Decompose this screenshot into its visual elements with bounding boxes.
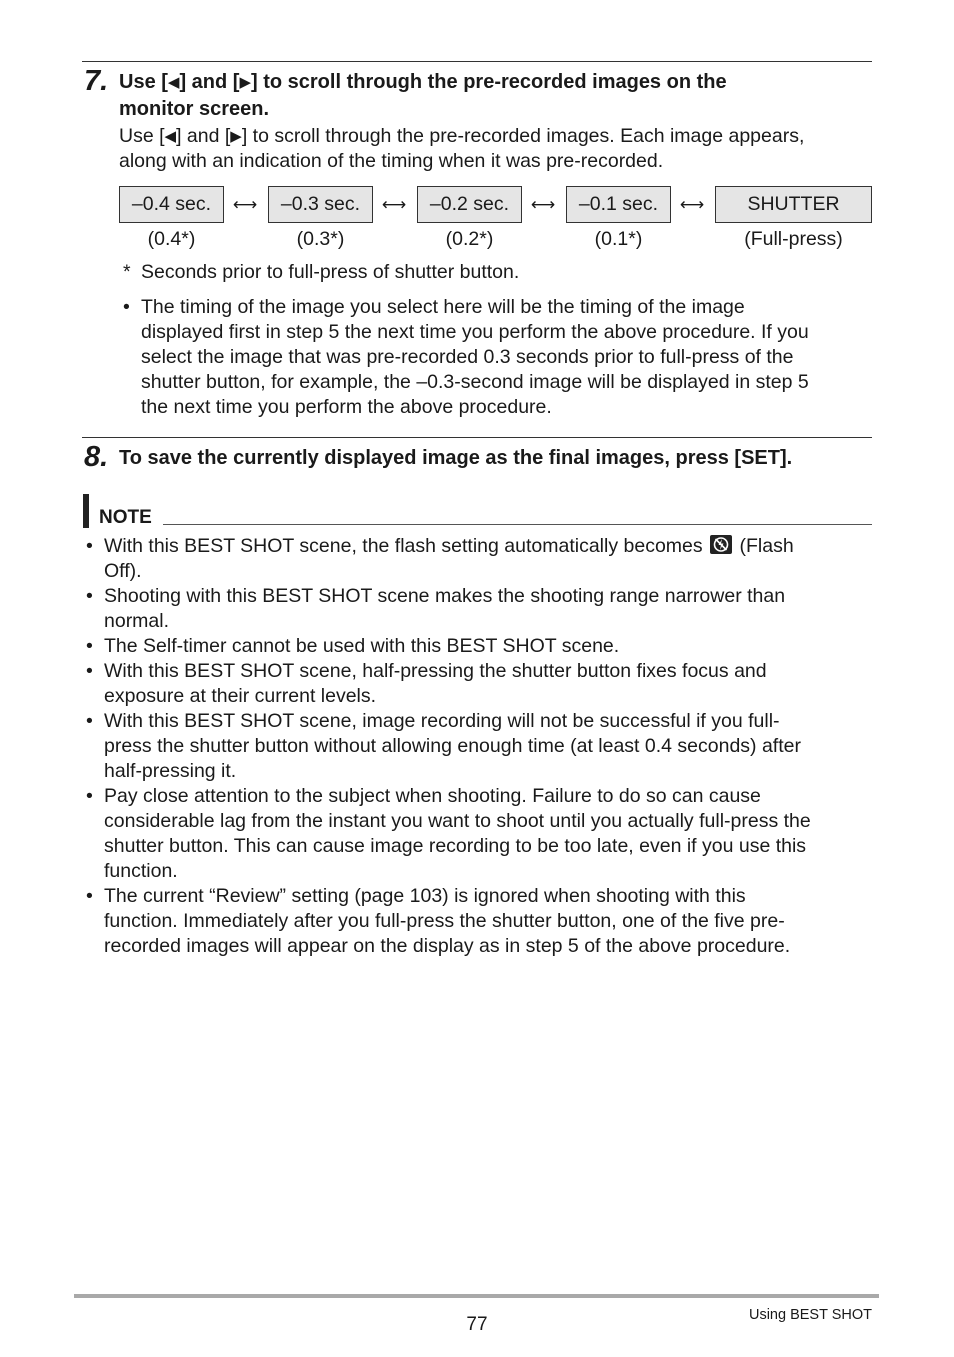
note-bar: [83, 494, 89, 528]
note-list: [86, 534, 876, 959]
double-arrow-icon: ⟷: [232, 195, 258, 214]
timeline-box-minus-0-2: –0.2 sec.: [417, 186, 522, 223]
note-rule: [163, 524, 872, 525]
step7-top-rule: [82, 61, 872, 62]
timeline-box-shutter: SHUTTER: [715, 186, 872, 223]
note-item: • The Self-timer cannot be used with this BEST SHOT scene.: [86, 635, 620, 657]
note-item: • Pay close attention to the subject when shooting. Failure to do so can cause considerable lag from the instant you want to shoot until you actually full-press the shutter button. This can cause image recording to be too late, even if you use this function.: [86, 785, 811, 882]
note-item: • Shooting with this BEST SHOT scene makes the shooting range narrower than normal.: [86, 585, 786, 632]
right-triangle-icon: ▶: [230, 128, 242, 145]
page-number: 77: [466, 1314, 488, 1335]
step7-body-line1: Use [◀] and [▶] to scroll through the pre-recorded images. Each image appears,: [119, 125, 805, 147]
double-arrow-icon: ⟷: [530, 195, 556, 214]
double-arrow-icon: ⟷: [679, 195, 705, 214]
timeline-sub-full-press: (Full-press): [744, 228, 843, 250]
step7-body-line2: along with an indication of the timing when it was pre-recorded.: [119, 150, 664, 172]
timeline-sub-0-2: (0.2*): [445, 228, 494, 250]
step8-title: To save the currently displayed image as the final images, press [SET].: [119, 447, 793, 469]
step7-title: [119, 69, 879, 122]
footnote-mark: *: [123, 261, 131, 283]
timeline-box-minus-0-4: –0.4 sec.: [119, 186, 224, 223]
footnote-text: Seconds prior to full-press of shutter button.: [141, 261, 520, 283]
note-item: • The current “Review” setting (page 103) is ignored when shooting with this function. Immediately after you full-press the shutter button, one of the five pre- recorded images will appear on the display as in step 5 of the above procedure.: [86, 885, 791, 957]
left-triangle-icon: ◀: [164, 128, 177, 145]
step7-bullet-mark: •: [123, 296, 130, 318]
step7-bullet-text: The timing of the image you select here will be the timing of the image displayed first in step 5 the next time you perform the above procedure. If you select the image that was pre-recorded 0.3 seconds prior to full-press of the shutter button, for example, the –0.3-second image will be displayed in step 5 the next time you perform the above procedure.: [141, 296, 809, 418]
timeline-box-minus-0-3: –0.3 sec.: [268, 186, 373, 223]
step8-number: 8.: [84, 441, 109, 473]
step7-title-line1: Use [◀] and [▶] to scroll through the pre-recorded images on the: [119, 71, 727, 93]
note-item: • With this BEST SHOT scene, the flash setting automatically becomes (Flash Off).: [86, 535, 794, 582]
footer-section-title: Using BEST SHOT: [748, 1307, 872, 1323]
step7-title-line2: monitor screen.: [119, 98, 270, 120]
note-label: NOTE: [99, 507, 152, 528]
timeline-sub-0-3: (0.3*): [296, 228, 345, 250]
step7-number: 7.: [84, 65, 109, 97]
double-arrow-icon: ⟷: [381, 195, 407, 214]
step8-top-rule: [82, 437, 872, 438]
left-triangle-icon: ◀: [167, 74, 180, 91]
timeline-sub-0-1: (0.1*): [594, 228, 643, 250]
flash-off-icon: [710, 535, 732, 554]
step7-body: [119, 124, 889, 174]
footer-rule: [74, 1294, 879, 1298]
timeline-sub-0-4: (0.4*): [147, 228, 196, 250]
timeline-box-minus-0-1: –0.1 sec.: [566, 186, 671, 223]
note-item: • With this BEST SHOT scene, half-pressing the shutter button fixes focus and exposure at their current levels.: [86, 660, 767, 707]
right-triangle-icon: ▶: [239, 74, 251, 91]
note-item: • With this BEST SHOT scene, image recording will not be successful if you full- press the shutter button without allowing enough time (at least 0.4 seconds) after half-pressing it.: [86, 710, 801, 782]
